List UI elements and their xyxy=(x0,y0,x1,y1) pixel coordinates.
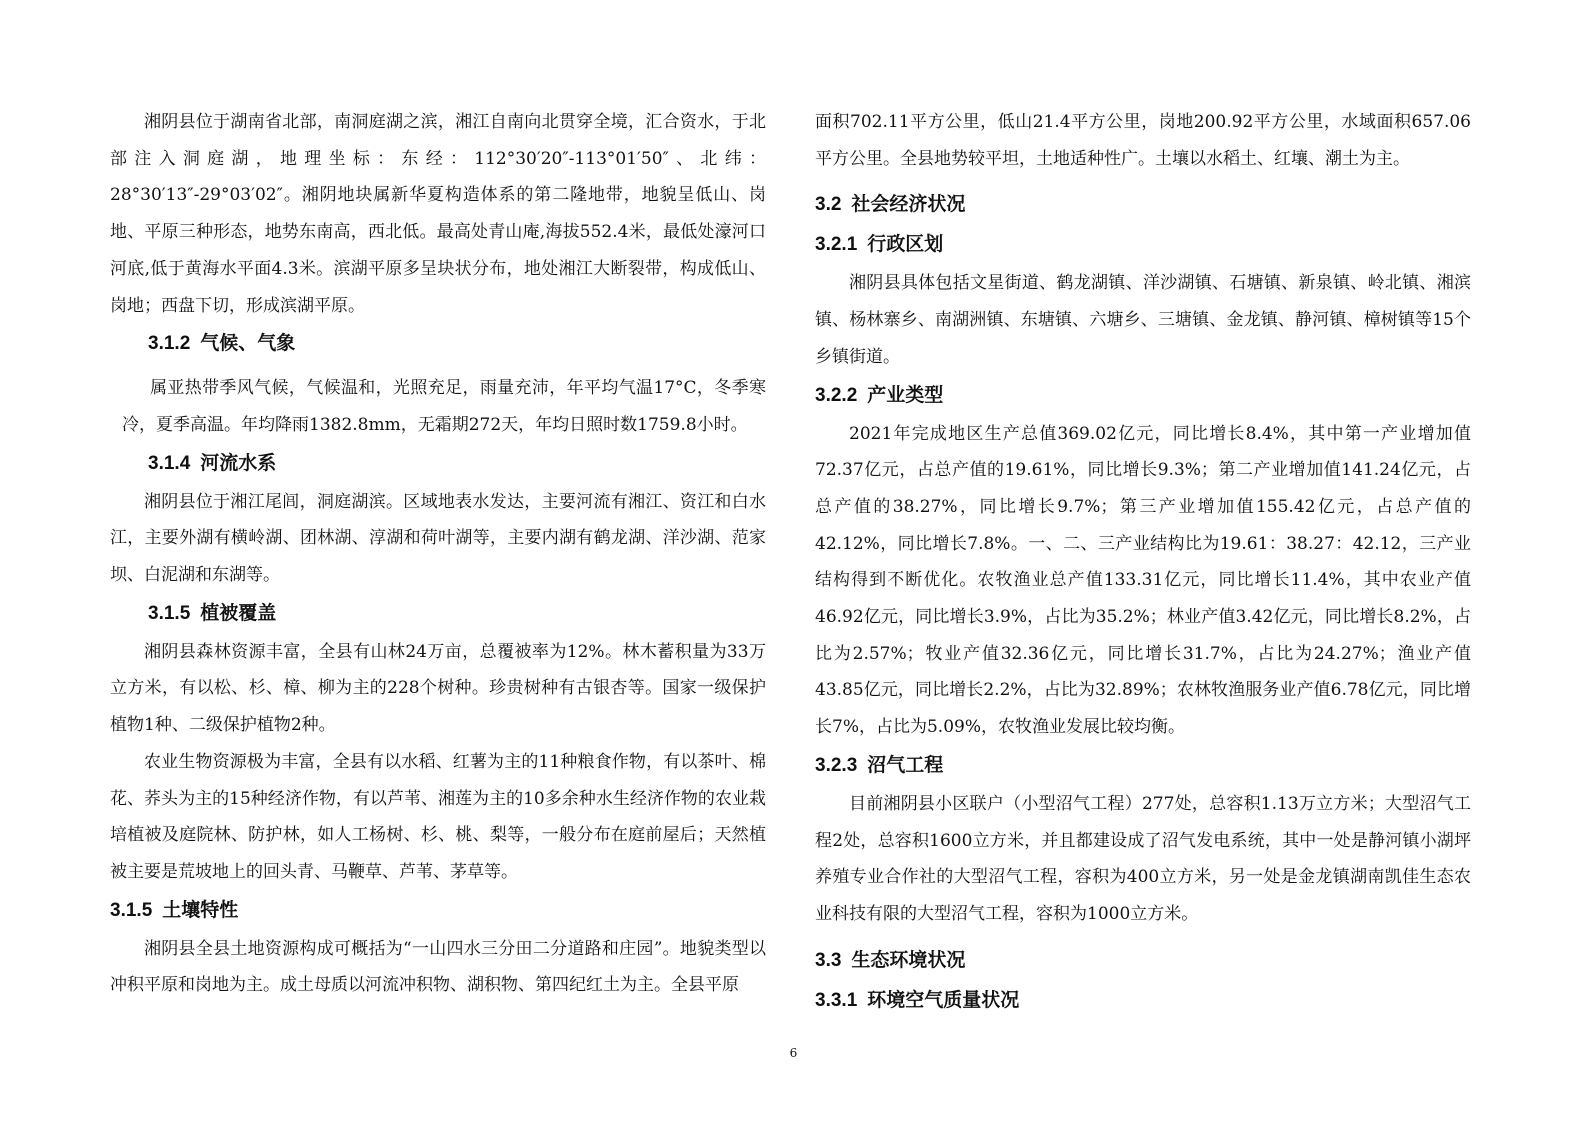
page-number: 6 xyxy=(789,1046,798,1060)
air-quality-heading xyxy=(815,981,1471,1021)
admin-division-heading xyxy=(815,225,1471,265)
biogas-heading-title: 沼气工程 xyxy=(867,754,944,776)
admin-division-heading-title: 行政区划 xyxy=(867,234,944,256)
eco-environment-heading-title: 生态环境状况 xyxy=(851,949,966,971)
vegetation-heading-number: 3.1.5 xyxy=(148,602,191,624)
air-quality-heading-number: 3.3.1 xyxy=(815,989,858,1011)
vegetation-heading xyxy=(110,594,766,634)
right-column xyxy=(815,104,1471,1021)
vegetation-heading-title: 植被覆盖 xyxy=(200,602,277,624)
climate-heading-number: 3.1.2 xyxy=(148,333,191,355)
industry-heading-number: 3.2.2 xyxy=(815,384,858,406)
climate-heading xyxy=(110,324,766,364)
river-paragraph: 湘阴县位于湘江尾闾，洞庭湖滨。区域地表水发达，主要河流有湘江、资江和白水江，主要外湖有横岭湖、团林湖、淳湖和荷叶湖等，主要内湖有鹤龙湖、洋沙湖、范家坝、白泥湖和东湖等。 xyxy=(110,491,766,586)
soil-heading-number: 3.1.5 xyxy=(110,899,153,921)
industry-paragraph: 2021年完成地区生产总值369.02亿元，同比增长8.4%，其中第一产业增加值72.37亿元，占总产值的19.61%，同比增长9.3%；第二产业增加值141.24亿元，占总产值的38.27%，同比增长9.7%；第三产业增加值155.42亿元，占总产值的42.12%，同比增长7.8%。一、二、三产业结构比为19.61：38.27：42.12，三产业结构得到不断优化。农牧渔业总产值133.31亿元，同比增长11.4%，其中农业产值46.92亿元，同比增长3.9%，占比为35.2%；林业产值3.42亿元，同比增长8.2%，占比为2.57%；牧业产值32.36亿元，同比增长31.7%，占比为24.27%；渔业产值43.85亿元，同比增长2.2%，占比为32.89%；农林牧渔服务业产值6.78亿元，同比增长7%，占比为5.09%，农牧渔业发展比较均衡。 xyxy=(815,423,1471,738)
eco-environment-heading-number: 3.3 xyxy=(815,949,842,971)
river-heading-number: 3.1.4 xyxy=(148,452,191,474)
biogas-heading-number: 3.2.3 xyxy=(815,754,858,776)
left-column xyxy=(110,104,766,1004)
admin-division-heading-number: 3.2.1 xyxy=(815,234,858,256)
climate-paragraph: 属亚热带季风气候，气候温和，光照充足，雨量充沛，年平均气温17°C，冬季寒冷，夏季高温。年均降雨1382.8mm，无霜期272天，年均日照时数1759.8小时。 xyxy=(122,378,766,435)
socio-economic-heading xyxy=(815,185,1471,225)
vegetation-paragraph-2: 农业生物资源极为丰富，全县有以水稻、红薯为主的11种粮食作物，有以茶叶、棉花、荞头为主的15种经济作物，有以芦苇、湘莲为主的10多余种水生经济作物的农业栽培植被及庭院林、防护林，如人工杨树、杉、桃、梨等，一般分布在庭前屋后；天然植被主要是荒坡地上的回头青、马鞭草、芦苇、茅草等。 xyxy=(110,751,766,882)
climate-heading-title: 气候、气象 xyxy=(200,333,296,355)
river-heading xyxy=(110,444,766,484)
vegetation-paragraph-1: 湘阴县森林资源丰富，全县有山林24万亩，总覆被率为12%。林木蓄积量为33万立方米，有以松、杉、樟、柳为主的228个树种。珍贵树种有古银杏等。国家一级保护植物1种、二级保护植物2种。 xyxy=(110,641,766,736)
soil-heading-title: 土壤特性 xyxy=(162,899,239,921)
admin-division-paragraph: 湘阴县具体包括文星街道、鹤龙湖镇、洋沙湖镇、石塘镇、新泉镇、岭北镇、湘滨镇、杨林寨乡、南湖洲镇、东塘镇、六塘乡、三塘镇、金龙镇、静河镇、樟树镇等15个乡镇街道。 xyxy=(815,273,1471,367)
air-quality-heading-title: 环境空气质量状况 xyxy=(867,989,1020,1011)
soil-paragraph: 湘阴县全县土地资源构成可概括为“一山四水三分田二分道路和庄园”。地貌类型以冲积平原和岗地为主。成土母质以河流冲积物、湖积物、第四纪红土为主。全县平原 xyxy=(110,938,766,996)
soil-paragraph-continued: 面积702.11平方公里，低山21.4平方公里，岗地200.92平方公里，水域面积657.06平方公里。全县地势较平坦，土地适种性广。土壤以水稻土、红壤、潮土为主。 xyxy=(815,112,1471,169)
socio-economic-heading-number: 3.2 xyxy=(815,194,842,216)
industry-heading xyxy=(815,376,1471,416)
industry-heading-title: 产业类型 xyxy=(867,384,944,406)
geography-paragraph: 湘阴县位于湖南省北部，南洞庭湖之滨，湘江自南向北贯穿全境，汇合资水，于北部注入洞庭湖，地理坐标：东经：112°30′20″-113°01′50″、北纬：28°30′13″-29°03′02″。湘阴地块属新华夏构造体系的第二隆地带，地貌呈低山、岗地、平原三种形态，地势东南高，西北低。最高处青山庵,海拔552.4米，最低处濠河口河底,低于黄海水平面4.3米。滨湖平原多呈块状分布，地处湘江大断裂带，构成低山、岗地；西盘下切，形成滨湖平原。 xyxy=(110,112,766,316)
biogas-paragraph: 目前湘阴县小区联户（小型沼气工程）277处，总容积1.13万立方米；大型沼气工程2处，总容积1600立方米，并且都建设成了沼气发电系统，其中一处是静河镇小湖坪养殖专业合作社的大型沼气工程，容积为400立方米，另一处是金龙镇湖南凯佳生态农业科技有限的大型沼气工程，容积为1000立方米。 xyxy=(815,793,1471,924)
biogas-heading xyxy=(815,746,1471,786)
soil-heading xyxy=(110,891,766,931)
river-heading-title: 河流水系 xyxy=(200,452,277,474)
socio-economic-heading-title: 社会经济状况 xyxy=(851,194,966,216)
eco-environment-heading xyxy=(815,941,1471,981)
